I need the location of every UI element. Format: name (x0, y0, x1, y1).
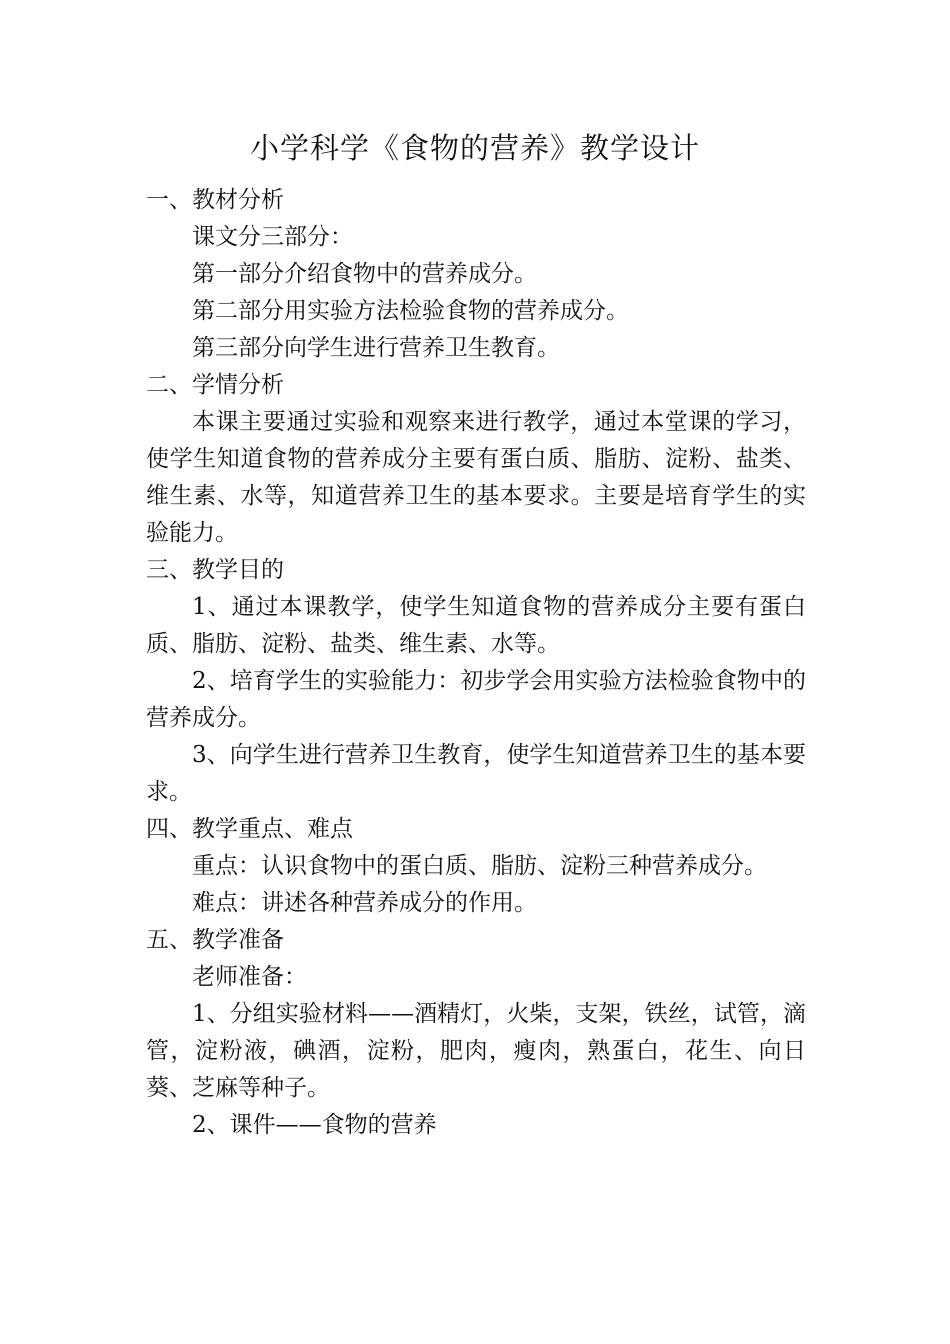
section-heading-teaching-objectives: 三、教学目的 (146, 557, 284, 583)
document-body (146, 182, 806, 1144)
paragraph: 课文分三部分： (192, 224, 353, 250)
paragraph: 2、培育学生的实验能力：初步学会用实验方法检验食物中的营养成分。 (146, 668, 806, 731)
paragraph: 重点：认识食物中的蛋白质、脂肪、淀粉三种营养成分。 (192, 853, 767, 879)
section-heading-teaching-material-analysis: 一、教材分析 (146, 187, 284, 213)
paragraph: 1、通过本课教学，使学生知道食物的营养成分主要有蛋白质、脂肪、淀粉、盐类、维生素、水等。 (146, 594, 806, 657)
paragraph: 1、分组实验材料——酒精灯，火柴，支架，铁丝，试管，滴管，淀粉液，碘酒，淀粉，肥肉，瘦肉，熟蛋白，花生、向日葵、芝麻等种子。 (146, 1001, 806, 1101)
paragraph: 2、课件——食物的营养 (192, 1112, 437, 1138)
paragraph: 难点：讲述各种营养成分的作用。 (192, 890, 537, 916)
section-heading-student-analysis: 二、学情分析 (146, 372, 284, 398)
section-heading-preparation: 五、教学准备 (146, 927, 284, 953)
paragraph: 3、向学生进行营养卫生教育，使学生知道营养卫生的基本要求。 (146, 742, 806, 805)
paragraph: 第二部分用实验方法检验食物的营养成分。 (192, 298, 629, 324)
paragraph: 老师准备： (192, 964, 307, 990)
paragraph: 第三部分向学生进行营养卫生教育。 (192, 335, 560, 361)
paragraph: 本课主要通过实验和观察来进行教学，通过本堂课的学习，使学生知道食物的营养成分主要有蛋白质、脂肪、淀粉、盐类、维生素、水等，知道营养卫生的基本要求。主要是培育学生的实验能力。 (146, 409, 806, 546)
paragraph: 第一部分介绍食物中的营养成分。 (192, 261, 537, 287)
document-title: 小学科学《食物的营养》教学设计 (249, 131, 700, 165)
section-heading-key-points: 四、教学重点、难点 (146, 816, 353, 842)
